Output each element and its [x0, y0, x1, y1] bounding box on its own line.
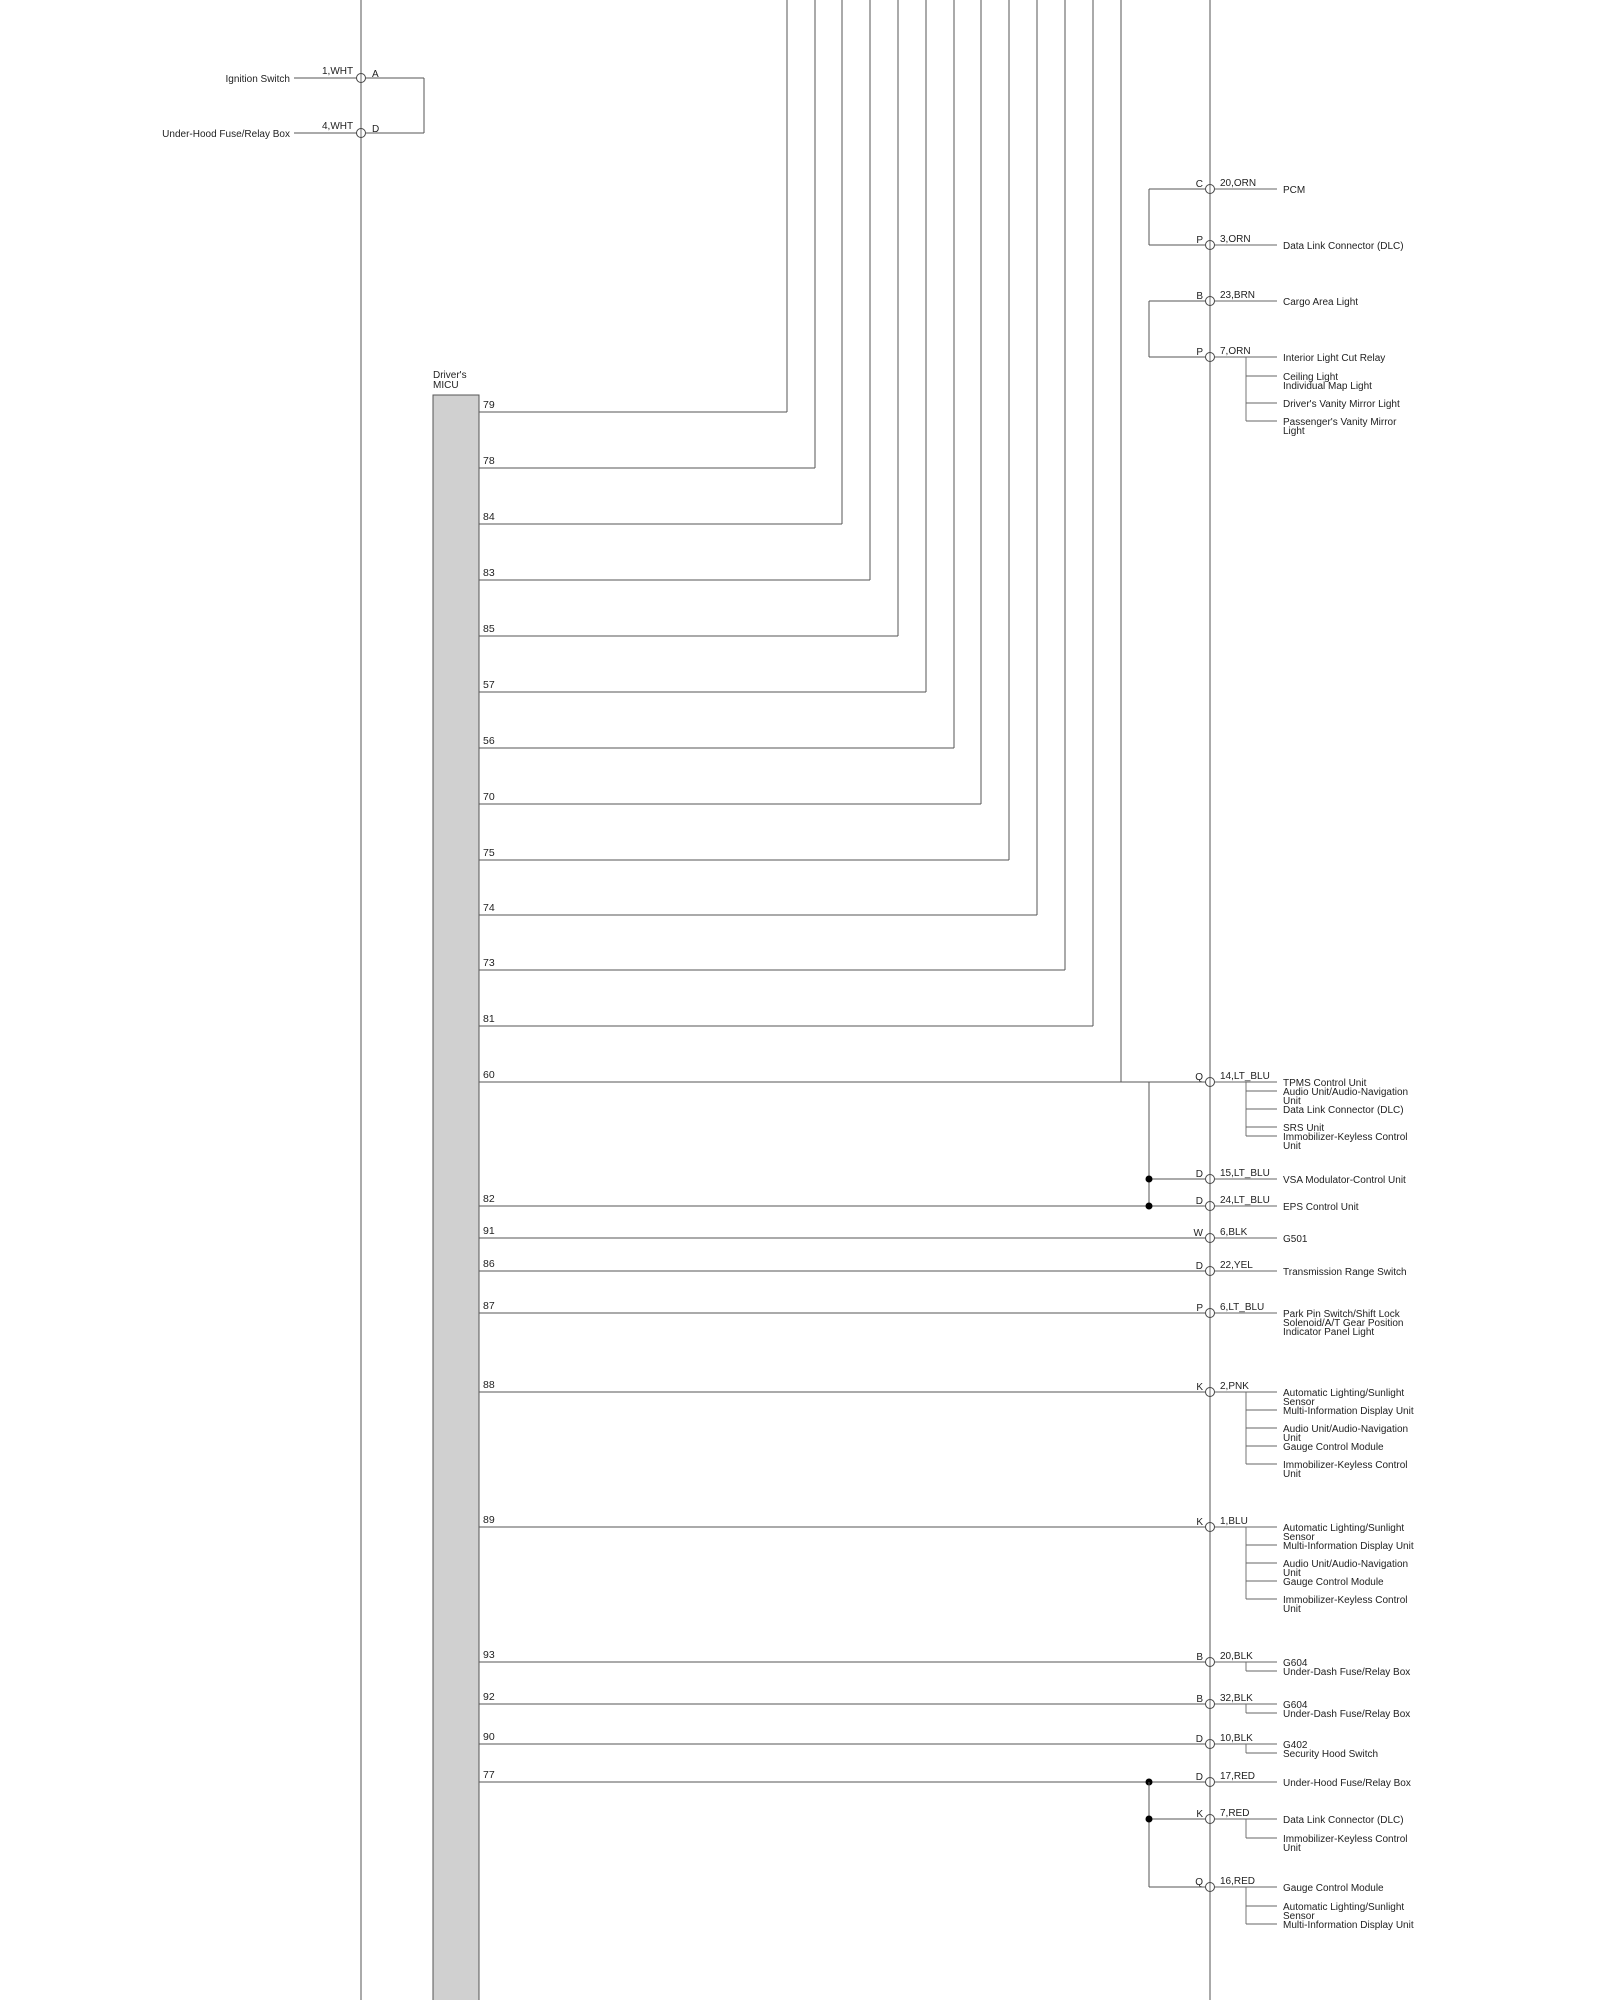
power-row-destination: Automatic Lighting/Sunlight	[1283, 1902, 1405, 1913]
micu-pin-label: 92	[483, 1691, 495, 1703]
direct-row-destination: Audio Unit/Audio-Navigation	[1283, 1559, 1409, 1570]
micu-pin-label: 93	[483, 1649, 495, 1661]
micu-pin-label: 75	[483, 847, 495, 859]
power-row-destination: Immobilizer-Keyless Control	[1283, 1834, 1408, 1845]
direct-row-destination: G604	[1283, 1658, 1308, 1669]
top-right-destination: Individual Map Light	[1283, 381, 1372, 392]
can-row-wire-code: 24,LT_BLU	[1220, 1195, 1270, 1206]
power-row-side: K	[1196, 1809, 1203, 1820]
direct-row-destination: Gauge Control Module	[1283, 1577, 1384, 1588]
can-row-destination: Data Link Connector (DLC)	[1283, 1105, 1404, 1116]
direct-row-destination: Unit	[1283, 1604, 1301, 1615]
direct-row-destination: Transmission Range Switch	[1283, 1267, 1407, 1278]
can-row-destination: TPMS Control Unit	[1283, 1078, 1367, 1089]
splice-dot	[1146, 1816, 1153, 1823]
micu-fan-wires	[479, 0, 1121, 1082]
micu-pin-label: 81	[483, 1013, 495, 1025]
can-row-side: D	[1195, 1169, 1203, 1180]
power-row-wire-code: 16,RED	[1220, 1876, 1256, 1887]
power-row-destination: Under-Hood Fuse/Relay Box	[1283, 1778, 1411, 1789]
left-input-wire-code: 1,WHT	[322, 66, 354, 77]
micu-title-line2: MICU	[433, 380, 459, 391]
can-row-destination: Unit	[1283, 1141, 1301, 1152]
power-row-wire-code: 7,RED	[1220, 1808, 1250, 1819]
can-row-wire-code: 15,LT_BLU	[1220, 1168, 1270, 1179]
can-row-destination: EPS Control Unit	[1283, 1202, 1359, 1213]
micu-pin-label: 91	[483, 1225, 495, 1237]
can-row-destination: VSA Modulator-Control Unit	[1283, 1175, 1406, 1186]
can-row-destination: Audio Unit/Audio-Navigation	[1283, 1087, 1409, 1098]
direct-row-side: P	[1196, 1303, 1203, 1314]
direct-row-wire-code: 20,BLK	[1220, 1651, 1253, 1662]
top-right-destination: Data Link Connector (DLC)	[1283, 241, 1404, 252]
direct-row-destination: Indicator Panel Light	[1283, 1327, 1375, 1338]
direct-row-destination: Under-Dash Fuse/Relay Box	[1283, 1709, 1411, 1720]
can-row-destination: SRS Unit	[1283, 1123, 1325, 1134]
micu-pin-label: 87	[483, 1300, 495, 1312]
micu-pin-label: 84	[483, 511, 495, 523]
left-input-wire-code: 4,WHT	[322, 121, 354, 132]
direct-row-destination: Immobilizer-Keyless Control	[1283, 1460, 1408, 1471]
direct-row-side: D	[1195, 1261, 1203, 1272]
direct-row-side: K	[1196, 1382, 1203, 1393]
left-input-label: Under-Hood Fuse/Relay Box	[162, 129, 290, 140]
direct-row-destination: G604	[1283, 1700, 1308, 1711]
direct-row-destination: Multi-Information Display Unit	[1283, 1541, 1414, 1552]
micu-pin-label: 85	[483, 623, 495, 635]
direct-row-destination: Immobilizer-Keyless Control	[1283, 1595, 1408, 1606]
direct-row-side: D	[1195, 1734, 1203, 1745]
top-right-wire-code: 23,BRN	[1220, 290, 1256, 301]
direct-row-destination: Unit	[1283, 1433, 1301, 1444]
direct-row-wire-code: 1,BLU	[1220, 1516, 1248, 1527]
left-input-pin: D	[372, 124, 380, 135]
direct-row-destination: Park Pin Switch/Shift Lock	[1283, 1309, 1400, 1320]
direct-row-destination: Security Hood Switch	[1283, 1749, 1379, 1760]
micu-pin-label: 88	[483, 1379, 495, 1391]
micu-pin-label: 70	[483, 791, 495, 803]
direct-row-wire-code: 10,BLK	[1220, 1733, 1253, 1744]
micu-title-line1: Driver's	[433, 370, 467, 381]
power-row-wire-code: 17,RED	[1220, 1771, 1256, 1782]
splice-dot	[1146, 1203, 1153, 1210]
direct-row-destination: Sensor	[1283, 1532, 1315, 1543]
top-right-side: C	[1195, 179, 1203, 190]
top-right-destination: Passenger's Vanity Mirror	[1283, 417, 1397, 428]
direct-row-destination: Unit	[1283, 1469, 1301, 1480]
top-right-destination: Interior Light Cut Relay	[1283, 353, 1386, 364]
direct-row-destination: G402	[1283, 1740, 1308, 1751]
can-row-side: D	[1195, 1196, 1203, 1207]
left-inputs	[162, 66, 424, 140]
direct-row-destination: Unit	[1283, 1568, 1301, 1579]
top-right-destination: Ceiling Light	[1283, 372, 1339, 383]
top-right-wire-code: 7,ORN	[1220, 346, 1251, 357]
micu-pin-label: 78	[483, 455, 495, 467]
micu-pin-label: 89	[483, 1514, 495, 1526]
direct-row-destination: Gauge Control Module	[1283, 1442, 1384, 1453]
direct-row-destination: Automatic Lighting/Sunlight	[1283, 1388, 1405, 1399]
power-row-destination: Unit	[1283, 1843, 1301, 1854]
micu-pin-label: 79	[483, 399, 495, 411]
top-right-destination: Driver's Vanity Mirror Light	[1283, 399, 1400, 410]
top-right-side: P	[1196, 235, 1203, 246]
micu-pin-label: 77	[483, 1769, 495, 1781]
direct-row-wire-code: 22,YEL	[1220, 1260, 1253, 1271]
power-row-destination: Data Link Connector (DLC)	[1283, 1815, 1404, 1826]
top-right-destination: PCM	[1283, 185, 1306, 196]
right-connectors	[479, 178, 1414, 1931]
micu-box	[433, 395, 479, 2000]
can-row-destination: Unit	[1283, 1096, 1301, 1107]
top-right-wire-code: 20,ORN	[1220, 178, 1257, 189]
direct-row-wire-code: 32,BLK	[1220, 1693, 1253, 1704]
direct-row-destination: Multi-Information Display Unit	[1283, 1406, 1414, 1417]
direct-row-side: K	[1196, 1517, 1203, 1528]
can-row-wire-code: 14,LT_BLU	[1220, 1071, 1270, 1082]
direct-row-wire-code: 2,PNK	[1220, 1381, 1249, 1392]
splice-dot	[1146, 1176, 1153, 1183]
direct-row-destination: Solenoid/A/T Gear Position	[1283, 1318, 1404, 1329]
top-right-side: P	[1196, 347, 1203, 358]
top-right-side: B	[1196, 291, 1203, 302]
micu-pin-label: 86	[483, 1258, 495, 1270]
direct-row-wire-code: 6,BLK	[1220, 1227, 1248, 1238]
direct-row-destination: Sensor	[1283, 1397, 1315, 1408]
power-row-destination: Gauge Control Module	[1283, 1883, 1384, 1894]
micu-pin-label: 73	[483, 957, 495, 969]
power-row-destination: Multi-Information Display Unit	[1283, 1920, 1414, 1931]
top-right-destination: Light	[1283, 426, 1305, 437]
direct-row-side: B	[1196, 1694, 1203, 1705]
micu-pin-label: 90	[483, 1731, 495, 1743]
micu-pin-label: 57	[483, 679, 495, 691]
can-row-destination: Immobilizer-Keyless Control	[1283, 1132, 1408, 1143]
micu-pin-label: 74	[483, 902, 495, 914]
direct-row-side: B	[1196, 1652, 1203, 1663]
direct-row-destination: Audio Unit/Audio-Navigation	[1283, 1424, 1409, 1435]
top-right-wire-code: 3,ORN	[1220, 234, 1251, 245]
power-row-destination: Sensor	[1283, 1911, 1315, 1922]
micu-pin-label: 83	[483, 567, 495, 579]
direct-row-wire-code: 6,LT_BLU	[1220, 1302, 1265, 1313]
top-right-destination: Cargo Area Light	[1283, 297, 1359, 308]
micu-pin-label: 60	[483, 1069, 495, 1081]
left-input-pin: A	[372, 69, 379, 80]
micu-pin-label: 82	[483, 1193, 495, 1205]
direct-row-destination: G501	[1283, 1234, 1308, 1245]
micu-pin-label: 56	[483, 735, 495, 747]
direct-row-side: W	[1193, 1228, 1203, 1239]
can-row-side: Q	[1195, 1072, 1203, 1083]
power-row-side: D	[1195, 1772, 1203, 1783]
left-input-label: Ignition Switch	[225, 74, 290, 85]
direct-row-destination: Under-Dash Fuse/Relay Box	[1283, 1667, 1411, 1678]
power-row-side: Q	[1195, 1877, 1203, 1888]
direct-row-destination: Automatic Lighting/Sunlight	[1283, 1523, 1405, 1534]
